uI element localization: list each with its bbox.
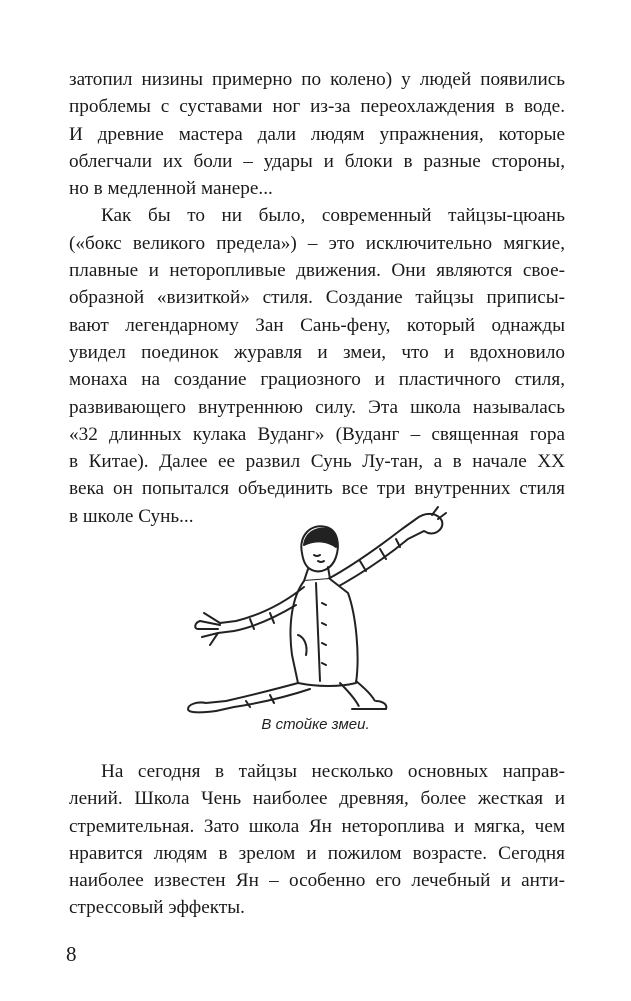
paragraph [69,66,565,202]
text-line: вают легендарному Зан Сань-фену, который однажды [69,314,565,336]
text-line: «32 длинных кулака Вуданг» (Вуданг – священная гора [69,423,565,445]
martial-artist-figure-icon [180,505,470,715]
text-block-top [69,66,565,530]
text-line: в школе Сунь... [69,505,194,527]
figure-caption: В стойке змеи. [261,716,370,733]
text-line: образной «визиткой» стиля. Создание тайцзы приписы- [69,287,565,309]
text-line: но в медленной манере... [69,178,273,200]
text-line: в Китае). Далее ее развил Сунь Лу-тан, а в начале XX [69,451,565,473]
text-line: плавные и неторопливые движения. Они являются свое- [69,260,565,282]
page-number: 8 [66,942,77,966]
snake-stance-illustration [180,505,470,715]
text-line: проблемы с суставами ног из-за переохлаждения в воде. [69,96,565,118]
text-line: монаха на создание грациозного и пластичного стиля, [69,369,565,391]
text-line: увидел поединок журавля и змеи, что и вдохновило [69,341,565,363]
text-line: затопил низины примерно по колено) у людей появились [69,69,565,90]
text-line: развивающего внутреннюю силу. Эта школа называлась [69,396,565,418]
text-line: И древние мастера дали людям упражнения, которые [69,123,565,145]
text-line: наиболее известен Ян – особенно его лечебный и анти- [69,870,565,892]
text-line: На сегодня в тайцзы несколько основных направ- [101,761,565,782]
text-line: века он попытался объединить все три внутренних стиля [69,478,565,500]
text-line: лений. Школа Чень наиболее древняя, более жесткая и [69,788,565,810]
text-line: стремительная. Зато школа Ян нетороплива и мягка, чем [69,815,565,837]
paragraph [69,202,565,530]
text-line: («бокс великого предела») – это исключительно мягкие, [69,232,565,254]
text-line: облегчали их боли – удары и блоки в разные стороны, [69,150,565,172]
text-block-bottom [69,758,565,922]
paragraph [69,758,565,922]
text-line: нравится людям в зрелом и пожилом возрасте. Сегодня [69,842,565,864]
text-line: Как бы то ни было, современный тайцзы-цюань [101,205,565,227]
text-line: стрессовый эффекты. [69,897,245,919]
